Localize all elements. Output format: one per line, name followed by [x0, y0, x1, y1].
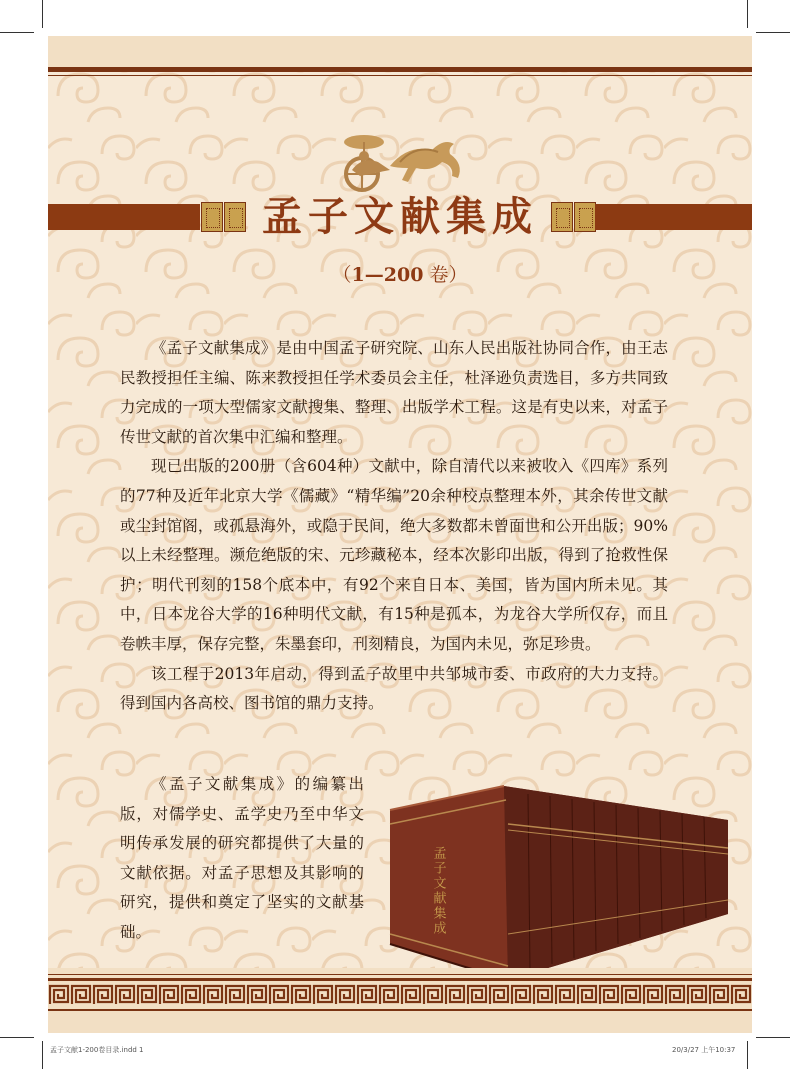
crop-mark — [756, 32, 790, 33]
subtitle-paren-close: ） — [448, 264, 468, 286]
crop-mark — [747, 0, 748, 28]
closing-paragraph — [120, 770, 364, 948]
bottom-rule — [48, 978, 752, 981]
book-spine-title: 孟子文献集成 — [430, 846, 446, 936]
crop-mark — [42, 1041, 43, 1069]
bottom-rule-lower — [48, 1009, 752, 1011]
page-title: 孟子文献集成 — [262, 193, 538, 240]
crop-mark — [0, 1037, 34, 1038]
top-rule-thin — [48, 75, 752, 76]
title-bar-right — [595, 204, 752, 230]
subtitle-unit: 卷 — [423, 264, 449, 286]
book-set-image — [378, 784, 728, 984]
paragraph: 《孟子文献集成》的编纂出版，对儒学史、孟学史乃至中华文明传承发展的研究都提供了大量的文献依据。对孟子思想及其影响的研究，提供和奠定了坚实的文献基础。 — [120, 775, 364, 941]
crop-mark — [42, 0, 43, 28]
print-slug-filename: 孟子文献1-200卷目录.indd 1 — [50, 1046, 144, 1054]
ornament-square — [574, 202, 596, 232]
body-text — [120, 334, 668, 719]
paragraph: 该工程于2013年启动，得到孟子故里中共邹城市委、市政府的大力支持。得到国内各高校、图书馆的鼎力支持。 — [120, 664, 668, 713]
meander-border — [48, 984, 752, 1006]
crop-mark — [747, 1041, 748, 1069]
ornament-square — [551, 202, 573, 232]
crop-mark — [0, 32, 34, 33]
paragraph: 现已出版的200册（含604种）文献中，除自清代以来被收入《四库》系列的77种及近年北京大学《儒藏》“精华编”20余种校点整理本外，其余传世文献或尘封馆阁，或孤悬海外，或隐于民间，绝大多数都未曾面世和公开出版；90%以上未经整理。濒危绝版的宋、元珍藏秘本，经本次影印出版，得到了抢救性保护；明代刊刻的158个底本中，有92个来自日本、美国，皆为国内所未见。其中，日本龙谷大学的16种明代文献，有15种是孤本，为龙谷大学所仅存，而且卷帙丰厚，保存完整，朱墨套印，刊刻精良，为国内未见，弥足珍贵。 — [120, 457, 668, 653]
ornament-square — [201, 202, 223, 232]
document-page — [48, 36, 752, 1033]
subtitle-range: 1—200 — [351, 264, 424, 286]
print-slug-timestamp: 20/3/27 上午10:37 — [672, 1046, 736, 1054]
bottom-rule-thin — [48, 974, 752, 975]
subtitle-paren-open: （ — [332, 264, 352, 286]
title-bar-left — [48, 204, 200, 230]
top-rule — [48, 67, 752, 72]
crop-mark — [756, 1037, 790, 1038]
chariot-emblem-icon — [330, 104, 470, 194]
volume-range-subtitle — [278, 260, 522, 290]
paragraph: 《孟子文献集成》是由中国孟子研究院、山东人民出版社协同合作，由王志民教授担任主编、陈来教授担任学术委员会主任，杜泽逊负责选目，多方共同致力完成的一项大型儒家文献搜集、整理、出版学术工程。这是有史以来，对孟子传世文献的首次集中汇编和整理。 — [120, 339, 668, 446]
